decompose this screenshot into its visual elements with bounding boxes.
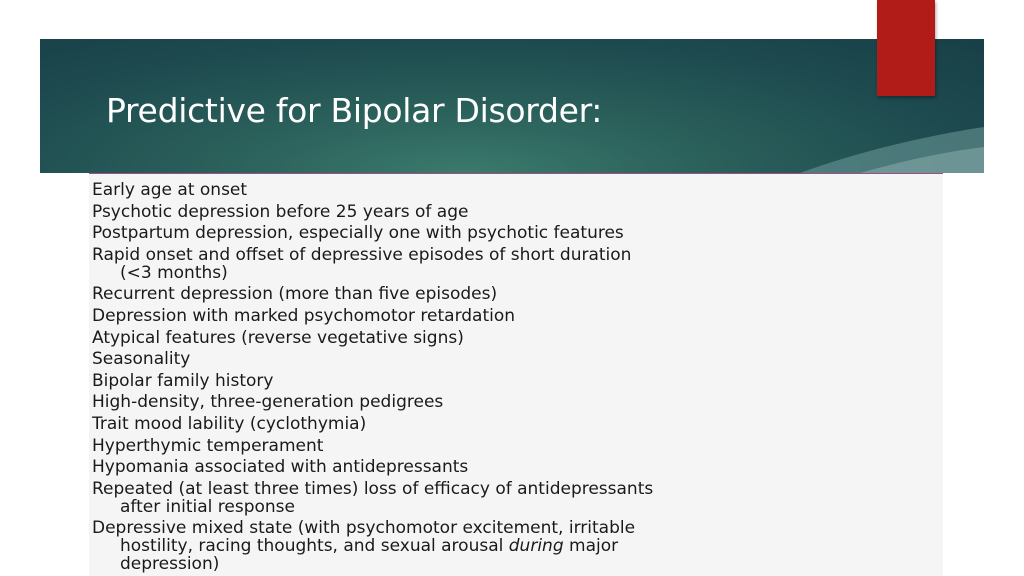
list-item-text: Recurrent depression (more than five episodes) bbox=[92, 284, 498, 305]
red-accent-tab bbox=[877, 0, 935, 96]
list-item-text: Psychotic depression before 25 years of age bbox=[92, 201, 469, 222]
list-item-text: Rapid onset and offset of depressive episodes of short duration bbox=[92, 244, 632, 265]
list-item-continuation bbox=[92, 537, 943, 555]
list-item-text: Hypomania associated with antidepressants bbox=[92, 457, 469, 478]
predictors-table-image bbox=[89, 174, 943, 576]
list-item bbox=[92, 307, 943, 325]
list-item-text: High-density, three-generation pedigrees bbox=[92, 392, 444, 413]
list-item bbox=[92, 350, 943, 368]
list-item-text: Hyperthymic temperament bbox=[92, 435, 324, 456]
list-item-text: Depression with marked psychomotor retardation bbox=[92, 305, 516, 326]
list-item-text: Atypical features (reverse vegetative signs) bbox=[92, 327, 464, 348]
continuation-text: after initial response bbox=[120, 496, 295, 517]
list-item bbox=[92, 181, 943, 199]
list-item-text: Early age at onset bbox=[92, 180, 248, 200]
list-item-continuation bbox=[92, 264, 943, 282]
list-item-text: Trait mood lability (cyclothymia) bbox=[92, 413, 367, 434]
predictors-list bbox=[89, 174, 943, 573]
list-item-text: Seasonality bbox=[92, 349, 191, 370]
list-item bbox=[92, 458, 943, 476]
list-item bbox=[92, 372, 943, 390]
continuation-text: (<3 months) bbox=[120, 262, 228, 283]
list-item bbox=[92, 329, 943, 347]
list-item-text: Postpartum depression, especially one with psychotic features bbox=[92, 223, 624, 244]
list-item bbox=[92, 203, 943, 221]
list-item bbox=[92, 519, 943, 573]
list-item-text: Depressive mixed state (with psychomotor excitement, irritable bbox=[92, 518, 636, 539]
list-item bbox=[92, 224, 943, 242]
continuation-text: major bbox=[563, 536, 619, 557]
title-banner bbox=[40, 39, 984, 173]
list-item-continuation: depression) bbox=[120, 554, 220, 575]
list-item bbox=[92, 246, 943, 282]
list-item bbox=[92, 415, 943, 433]
list-item bbox=[92, 437, 943, 455]
list-item-continuation bbox=[92, 498, 943, 516]
list-item bbox=[92, 285, 943, 303]
list-item-text: Repeated (at least three times) loss of efficacy of antidepressants bbox=[92, 478, 654, 499]
list-item-text: Bipolar family history bbox=[92, 370, 274, 391]
continuation-text: hostility, racing thoughts, and sexual arousal bbox=[120, 536, 504, 557]
list-item bbox=[92, 480, 943, 516]
slide-title: Predictive for Bipolar Disorder: bbox=[106, 91, 603, 130]
emphasized-word: during bbox=[508, 536, 564, 557]
list-item bbox=[92, 393, 943, 411]
